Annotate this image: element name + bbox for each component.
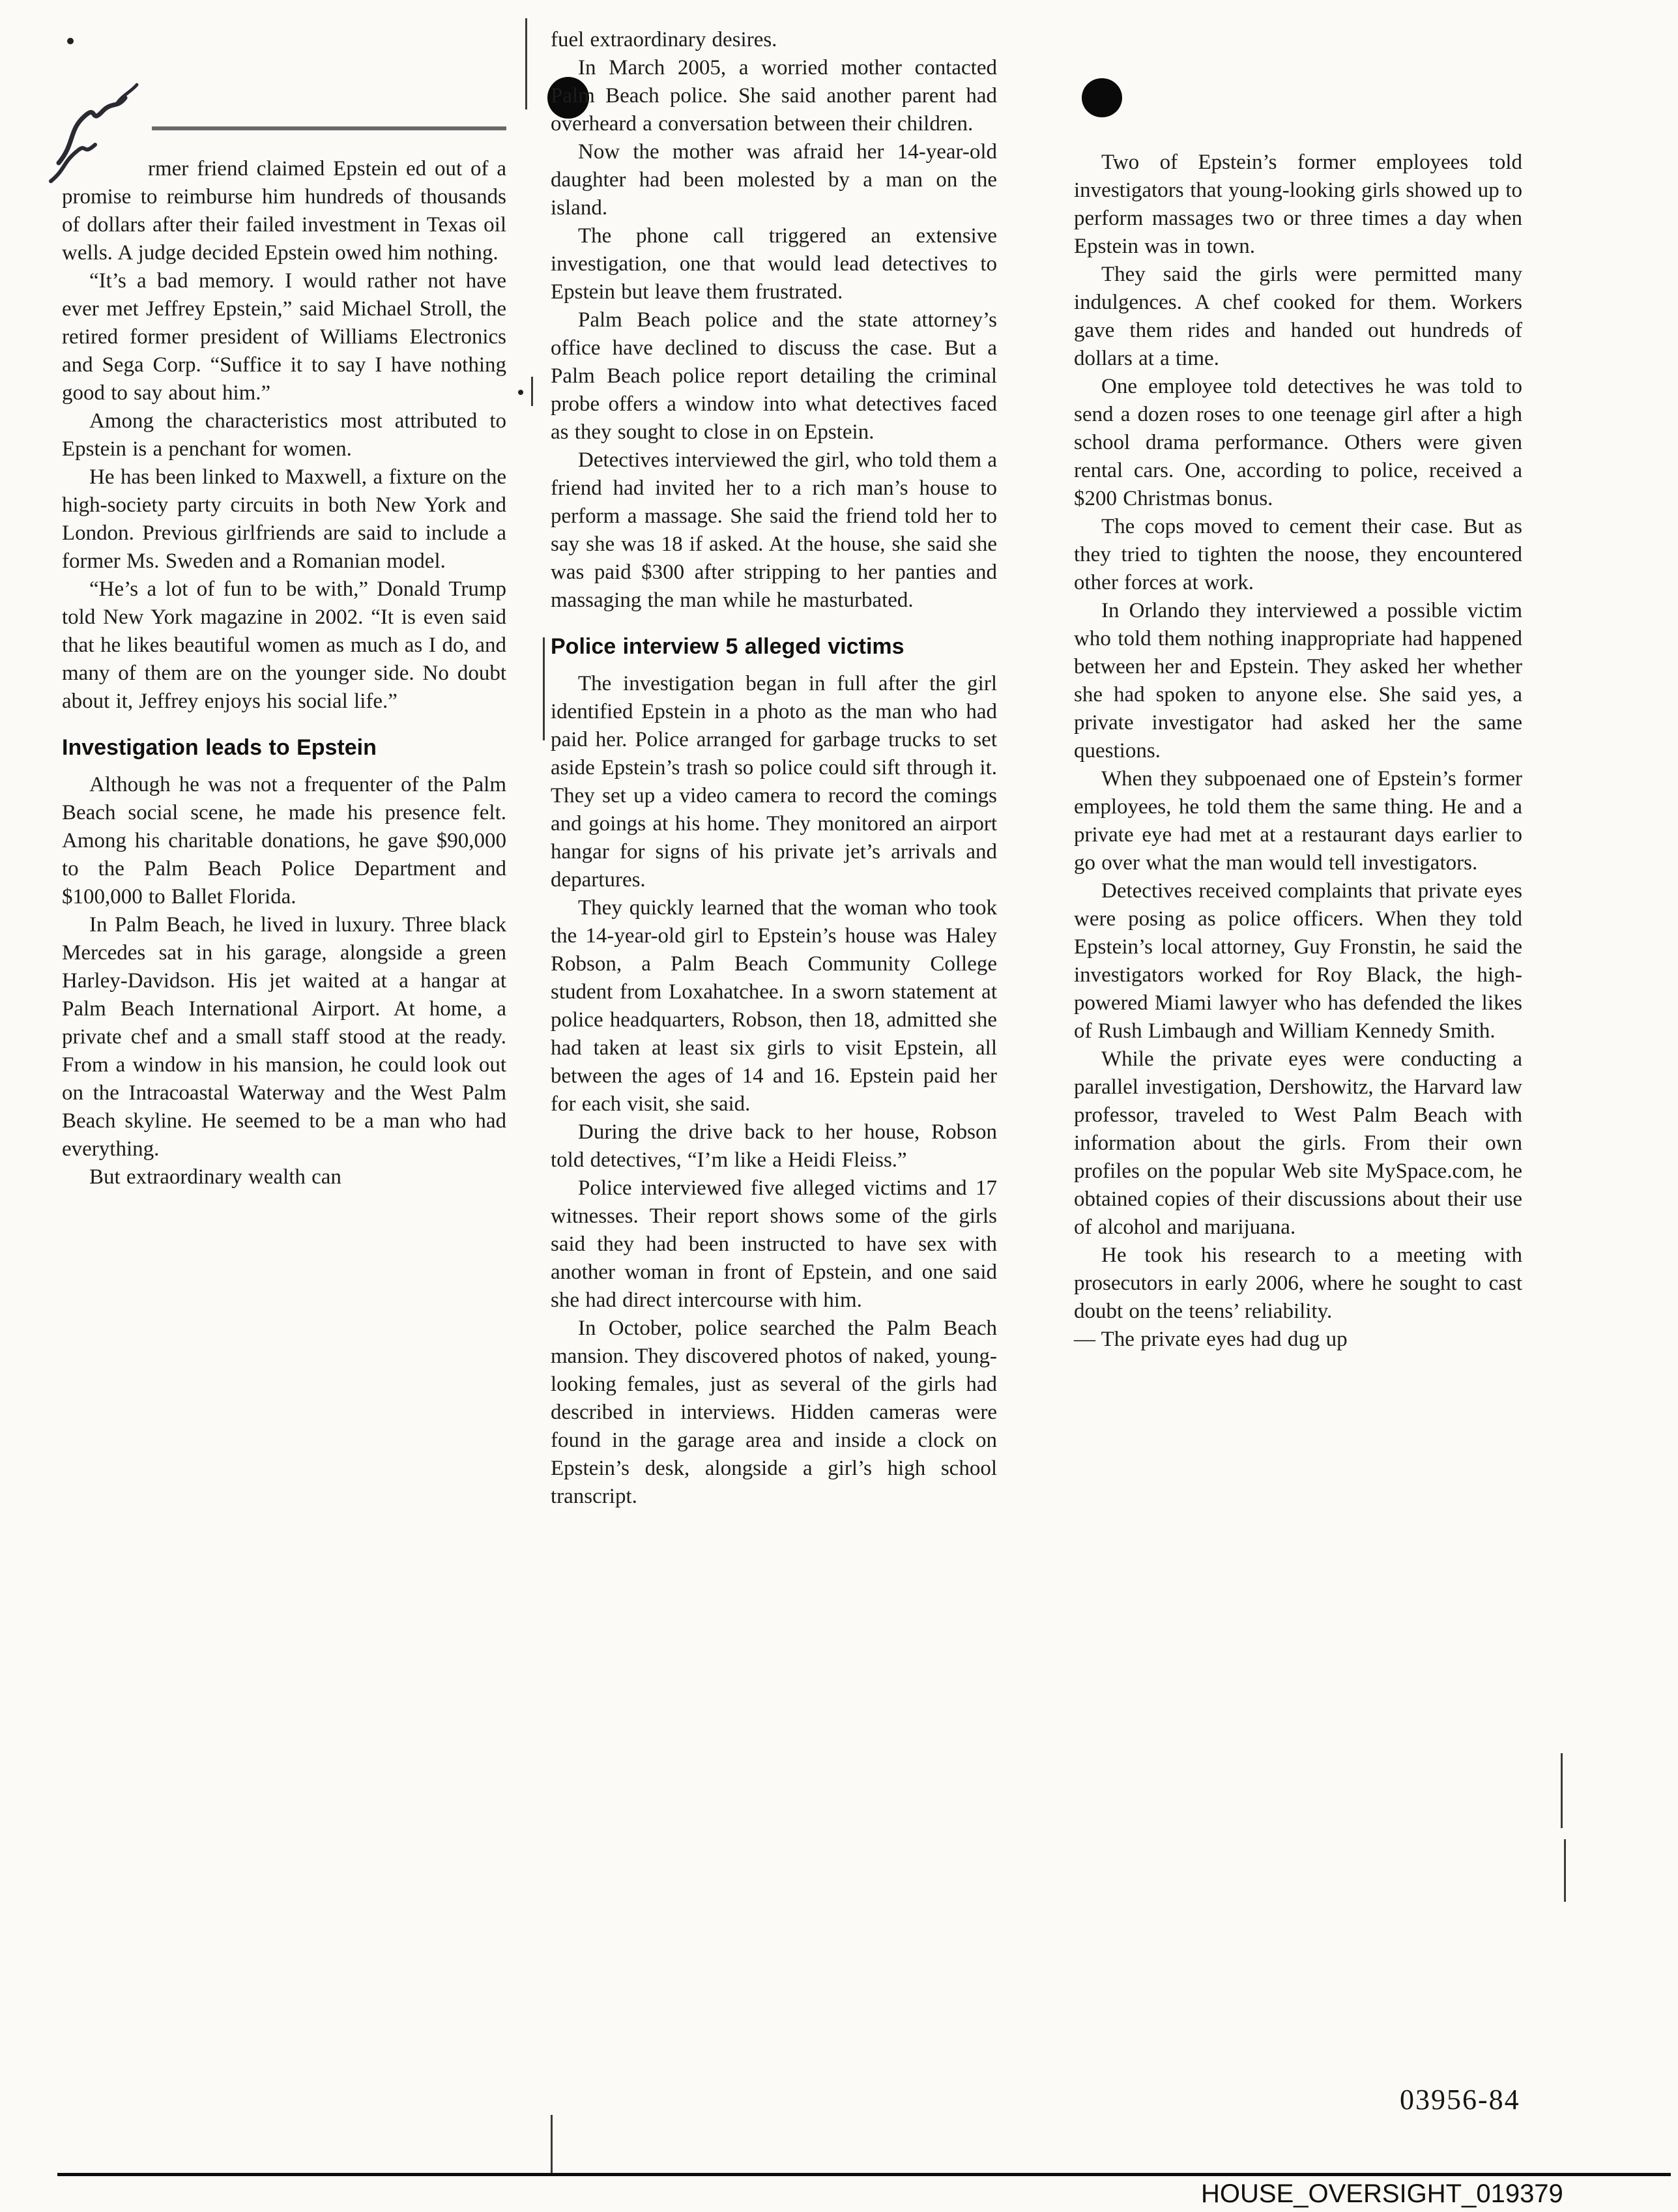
article-paragraph: He took his research to a meeting with prosecutors in early 2006, where he sought to cast doubt on the teens’ reliability. bbox=[1074, 1244, 1522, 1323]
column-rule-segment bbox=[531, 377, 533, 406]
article-paragraph: “He’s a lot of fun to be with,” Donald Trump told New York magazine in 2002. “It is even said that he likes beautiful women as much as I do, and many of them are on the younger side. No doubt about it, Jeffrey enjoys his social life.” bbox=[62, 577, 506, 713]
article-column-1 bbox=[62, 155, 506, 1191]
article-column-3 bbox=[1074, 149, 1522, 1354]
section-heading: Investigation leads to Epstein bbox=[62, 735, 377, 760]
document-number: 03956-84 bbox=[1400, 2084, 1520, 2116]
article-paragraph: The investigation began in full after the girl identified Epstein in a photo as the man who had paid her. Police arranged for garbage trucks to set aside Epstein’s trash so police could sift through it. They set up a video camera to record the comings and goings at his home. They monitored an airport hangar for signs of his private jet’s arrivals and departures. bbox=[551, 672, 997, 892]
column-rule-segment bbox=[551, 2115, 553, 2175]
article-paragraph: The phone call triggered an extensive investigation, one that would lead detectives to Epstein but leave them frustrated. bbox=[551, 224, 997, 304]
margin-pen-mark bbox=[1564, 1839, 1566, 1902]
ink-dot bbox=[1082, 78, 1122, 117]
section-heading: Police interview 5 alleged victims bbox=[551, 634, 904, 659]
ink-speck bbox=[67, 38, 74, 44]
article-paragraph: In March 2005, a worried mother contacted Palm Beach police. She said another parent had overheard a conversation between their children. bbox=[551, 56, 997, 136]
footer-line bbox=[57, 2173, 1671, 2176]
article-paragraph: “It’s a bad memory. I would rather not have ever met Jeffrey Epstein,” said Michael Stroll, the retired former president of Williams Electronics and Sega Corp. “Suffice it to say I have nothing good to say about him.” bbox=[62, 269, 506, 405]
article-paragraph: But extraordinary wealth can bbox=[89, 1165, 341, 1189]
article-paragraph: rmer friend claimed Epstein ed out of a promise to reimburse him hundreds of thousands of dollars after their failed investment in Texas oil wells. A judge decided Epstein owed him nothing. bbox=[62, 157, 506, 265]
article-paragraph: In Palm Beach, he lived in luxury. Three black Mercedes sat in his garage, alongside a green Harley-Davidson. His jet waited at a hangar at Palm Beach International Airport. At home, a private chef and a small staff stood at the ready. From a window in his mansion, he could look out on the Intracoastal Waterway and the West Palm Beach skyline. He seemed to be a man who had everything. bbox=[62, 913, 506, 1161]
article-paragraph: He has been linked to Maxwell, a fixture on the high-society party circuits in both New York and London. Previous girlfriends are said to include a former Ms. Sweden and a Romanian model. bbox=[62, 465, 506, 573]
article-paragraph: Detectives interviewed the girl, who told them a friend had invited her to a rich man’s house to perform a massage. She said the friend told her to say she was 18 if asked. At the house, she said she was paid $300 after stripping to her panties and massaging the man while he masturbated. bbox=[551, 448, 997, 612]
ink-speck bbox=[518, 390, 523, 395]
article-paragraph: Police interviewed five alleged victims and 17 witnesses. Their report shows some of the girls said they had been instructed to have sex with another woman in front of Epstein, and one said she had direct intercourse with him. bbox=[551, 1176, 997, 1312]
article-paragraph: During the drive back to her house, Robson told detectives, “I’m like a Heidi Fleiss.” bbox=[551, 1120, 997, 1172]
article-paragraph: While the private eyes were conducting a parallel investigation, Dershowitz, the Harvard law professor, traveled to West Palm Beach with information about the girls. From their own profiles on the popular Web site MySpace.com, he obtained copies of their discussions about their use of alcohol and marijuana. bbox=[1074, 1047, 1522, 1239]
margin-pen-mark bbox=[1561, 1753, 1563, 1828]
article-paragraph: In Orlando they interviewed a possible victim who told them nothing inappropriate had happened between her and Epstein. They asked her whether she had spoken to anyone else. She said yes, a private investigator had asked her the same questions. bbox=[1074, 599, 1522, 763]
article-paragraph: Two of Epstein’s former employees told investigators that young-looking girls showed up to perform massages two or three times a day when Epstein was in town. bbox=[1074, 151, 1522, 258]
article-paragraph: Now the mother was afraid her 14-year-old daughter had been molested by a man on the island. bbox=[551, 140, 997, 220]
footer-bates-number: HOUSE_OVERSIGHT_019379 bbox=[1201, 2179, 1563, 2208]
article-paragraph: They quickly learned that the woman who took the 14-year-old girl to Epstein’s house was Haley Robson, a Palm Beach Community College student from Loxahatchee. In a sworn statement at police headquarters, Robson, then 18, admitted she had taken at least six girls to visit Epstein, all between the ages of 14 and 16. Epstein paid her for each visit, she said. bbox=[551, 896, 997, 1116]
article-paragraph: When they subpoenaed one of Epstein’s former employees, he told them the same thing. He and a private eye had met at a restaurant days earlier to go over what the man would tell investigators. bbox=[1074, 767, 1522, 875]
column1-top-rule bbox=[152, 126, 506, 130]
article-paragraph: fuel extraordinary desires. bbox=[551, 28, 777, 51]
article-paragraph: In October, police searched the Palm Beach mansion. They discovered photos of naked, young-looking females, just as several of the girls had described in interviews. Hidden cameras were found in the garage area and inside a clock on Epstein’s desk, alongside a girl’s high school transcript. bbox=[551, 1317, 997, 1508]
article-paragraph: One employee told detectives he was told to send a dozen roses to one teenage girl after a high school drama performance. Others were given rental cars. One, according to police, received a $200 Christmas bonus. bbox=[1074, 375, 1522, 510]
column-rule-segment bbox=[543, 637, 545, 740]
article-paragraph: Palm Beach police and the state attorney’s office have declined to discuss the case. But a Palm Beach police report detailing the criminal probe offers a window into what detectives faced as they sought to close in on Epstein. bbox=[551, 308, 997, 444]
article-paragraph: — The private eyes had dug up bbox=[1074, 1328, 1348, 1351]
column-rule-segment bbox=[525, 18, 527, 109]
article-paragraph: They said the girls were permitted many indulgences. A chef cooked for them. Workers gave them rides and handed out hundreds of dollars at a time. bbox=[1074, 263, 1522, 370]
article-paragraph: Detectives received complaints that private eyes were posing as police officers. When they told Epstein’s local attorney, Guy Fronstin, he said the investigators worked for Roy Black, the high-powered Miami lawyer who has defended the likes of Rush Limbaugh and William Kennedy Smith. bbox=[1074, 879, 1522, 1043]
article-column-2 bbox=[551, 26, 997, 1511]
article-paragraph: The cops moved to cement their case. But as they tried to tighten the noose, they encountered other forces at work. bbox=[1074, 515, 1522, 594]
article-paragraph: Among the characteristics most attributed to Epstein is a penchant for women. bbox=[62, 409, 506, 461]
article-paragraph: Although he was not a frequenter of the Palm Beach social scene, he made his presence felt. Among his charitable donations, he gave $90,000 to the Palm Beach Police Department and $100,000 to Ballet Florida. bbox=[62, 773, 506, 909]
